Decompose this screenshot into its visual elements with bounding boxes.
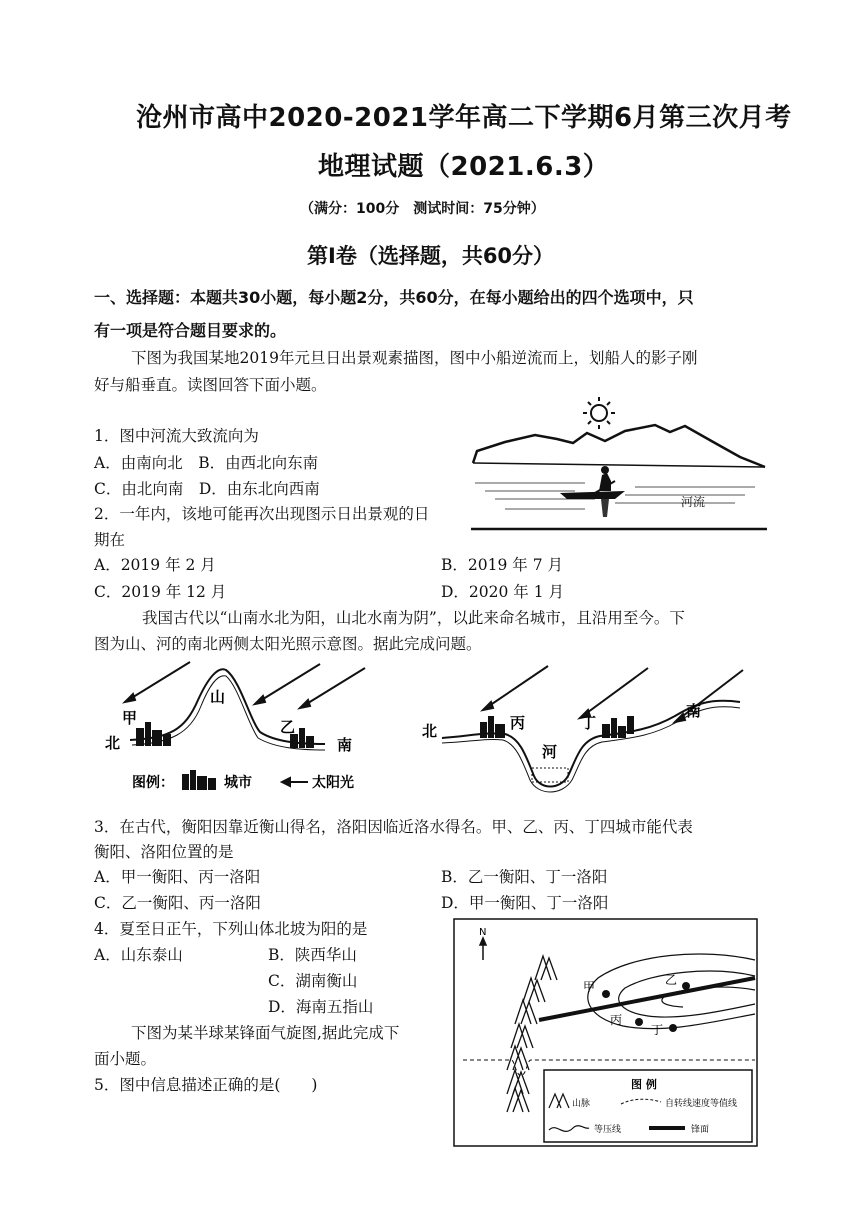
- point-jia-label: 甲: [583, 980, 596, 994]
- legend-front-label: 锋面: [691, 1125, 710, 1135]
- passage2-line1: 我国古代以“山南水北为阳，山北水南为阴”，以此来命名城市，且沿用至今。下: [142, 609, 685, 627]
- city-jia-label: 甲: [122, 709, 138, 727]
- passage1-line1: 下图为我国某地2019年元旦日出景观素描图，图中小船逆流而上，划船人的影子刚: [131, 349, 698, 367]
- point-yi-label: 乙: [665, 973, 678, 987]
- mountain-diagram: [105, 662, 365, 754]
- exam-title-line2: 地理试题（2021.6.3）: [318, 152, 610, 182]
- q3-option-b: B．乙一衡阳、丁一洛阳: [441, 868, 608, 886]
- point-ding-label: 丁: [651, 1023, 664, 1037]
- passage2-line2: 图为山、河的南北两侧太阳光照示意图。据此完成问题。: [94, 635, 482, 653]
- q3-option-c: C．乙一衡阳、丙一洛阳: [94, 894, 261, 912]
- passage1-line2: 好与船垂直。读图回答下面小题。: [94, 376, 327, 394]
- city-icon-jia: [136, 722, 171, 746]
- north-label: N: [479, 927, 487, 938]
- legend-title: 图 例: [631, 1078, 657, 1091]
- q3-stem-line1: 3．在古代，衡阳因靠近衡山得名，洛阳因临近洛水得名。甲、乙、丙、丁四城市能代表: [94, 818, 693, 836]
- legend-isobar-label: 等压线: [594, 1125, 622, 1135]
- q1-stem: 1．图中河流大致流向为: [94, 427, 259, 445]
- q4-option-b: B．陕西华山: [268, 946, 357, 964]
- legend-mountain-label: 山脉: [572, 1099, 591, 1109]
- mountain-skyline: [473, 425, 765, 467]
- city-icon-bing: [480, 716, 505, 738]
- legend-isoline-label: 自转线速度等值线: [665, 1099, 738, 1109]
- mountain-river-sunlight-figure: [100, 660, 750, 800]
- legend-sun-label: 太阳光: [312, 775, 354, 791]
- instruction-line1: 一、选择题：本题共30小题，每小题2分，共60分，在每小题给出的四个选项中，只: [94, 288, 694, 307]
- city-icon-ding: [602, 716, 634, 738]
- north-label-right: 北: [422, 722, 438, 740]
- q4-option-a: A．山东泰山: [94, 946, 183, 964]
- q2-option-d: D．2020 年 1 月: [441, 583, 565, 601]
- front-line: [539, 978, 755, 1020]
- instruction-line2: 有一项是符合题目要求的。: [94, 321, 287, 340]
- city-yi-label: 乙: [280, 718, 296, 736]
- frontal-cyclone-figure: [453, 918, 759, 1148]
- sun-icon: [583, 397, 615, 429]
- river-label: 河流: [681, 495, 706, 509]
- south-label-right: 南: [686, 702, 702, 720]
- city-bing-label: 丙: [510, 714, 526, 732]
- q5-stem: 5．图中信息描述正确的是( ): [94, 1076, 318, 1094]
- north-arrow-icon: [480, 938, 486, 960]
- river-diagram: [422, 666, 743, 792]
- fig3-legend: [544, 1070, 752, 1142]
- passage3-line2: 面小题。: [94, 1050, 157, 1068]
- q2-option-b: B．2019 年 7 月: [441, 556, 563, 574]
- legend-city-label: 城市: [224, 775, 252, 791]
- sunrise-sketch-figure: [465, 395, 770, 535]
- q4-option-c: C．湖南衡山: [268, 972, 358, 990]
- q2-option-c: C．2019 年 12 月: [94, 583, 227, 601]
- legend-city-icon: [182, 770, 216, 790]
- legend-title: 图例：: [132, 775, 174, 791]
- q3-option-a: A．甲一衡阳、丙一洛阳: [94, 868, 261, 886]
- fig2-legend: [132, 770, 354, 791]
- q4-stem: 4．夏至日正午，下列山体北坡为阳的是: [94, 920, 368, 938]
- city-ding-label: 丁: [581, 714, 597, 732]
- section-heading: 第Ⅰ卷（选择题，共60分）: [307, 244, 555, 268]
- exam-title-line1: 沧州市高中2020-2021学年高二下学期6月第三次月考: [136, 103, 792, 133]
- q3-stem-line2: 衡阳、洛阳位置的是: [94, 843, 234, 861]
- north-label-left: 北: [105, 734, 121, 752]
- q2-stem-line2: 期在: [94, 531, 126, 549]
- q2-option-a: A．2019 年 2 月: [94, 556, 216, 574]
- q4-option-d: D．海南五指山: [268, 998, 374, 1016]
- legend-sun-arrow-icon: [282, 778, 308, 786]
- q3-option-d: D．甲一衡阳、丁一洛阳: [441, 894, 609, 912]
- q1-options-cd: C．由北向南 D．由东北向西南: [94, 480, 320, 498]
- passage3-line1: 下图为某半球某锋面气旋图,据此完成下: [131, 1024, 400, 1042]
- point-bing-label: 丙: [610, 1013, 623, 1027]
- q2-stem-line1: 2．一年内，该地可能再次出现图示日出景观的日: [94, 505, 430, 523]
- mountain-label: 山: [210, 688, 226, 706]
- q1-options-ab: A．由南向北 B．由西北向东南: [94, 454, 319, 472]
- south-label-left: 南: [337, 736, 353, 754]
- river-label: 河: [542, 743, 558, 761]
- exam-subtitle: （满分：100分 测试时间：75分钟）: [300, 201, 545, 217]
